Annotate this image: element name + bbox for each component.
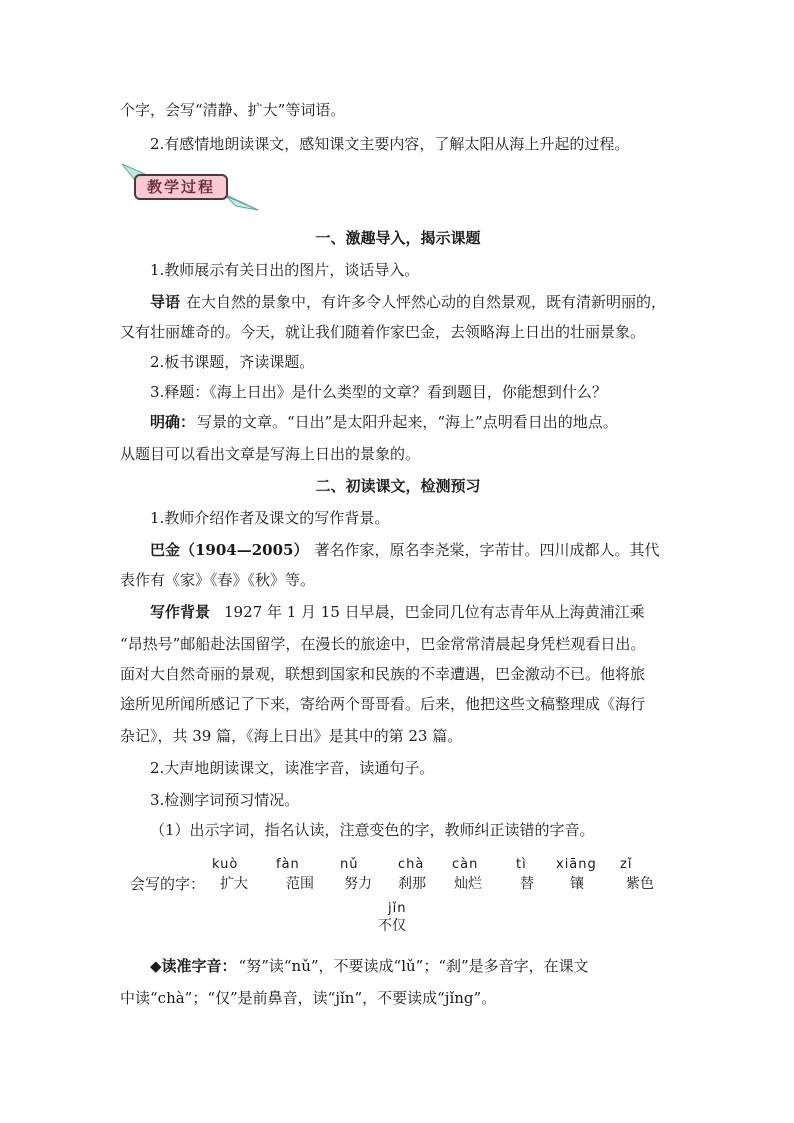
vocab-word: 不仅 [378,918,406,934]
vocab-word: 努力 [344,876,372,892]
daoyu-label: 导语 [150,293,181,311]
text-line [150,412,706,432]
vocab-word: 刹那 [398,876,426,892]
text-line: 又有壮丽雄奇的。今天，就让我们随着作家巴金，去领略海上日出的壮丽景象。 [120,323,646,341]
text-line: 1.教师展示有关日出的图片，谈话导入。 [150,261,420,279]
background-text: 1927 年 1 月 15 日早晨，巴金同几位有志青年从上海黄浦江乘 [224,603,645,621]
pinyin: nǔ [340,857,359,872]
text-line [150,292,706,312]
text-line: 1.教师介绍作者及课文的写作背景。 [150,509,390,527]
text-line: “昂热号”邮船赴法国留学，在漫长的旅途中，巴金常常清晨起身凭栏观看日出。 [120,635,646,653]
pinyin: chà [398,857,425,872]
duzhun-text: “努”读“nǔ”，不要读成“lǔ”；“刹”是多音字，在课文 [238,957,589,975]
daoyu-text: 在大自然的景象中，有许多令人怦然心动的自然景观，既有清新明丽的， [186,293,667,311]
banner-title: 教学过程 [146,178,215,196]
vocab-word: 扩大 [220,876,248,892]
text-line: 表作有《家》《春》《秋》等。 [120,571,316,589]
bajin-text: 著名作家，原名李尧棠，字芾甘。四川成都人。其代 [314,541,660,559]
text-line: 途所见所闻所感记了下来，寄给两个哥哥看。后来，他把这些文稿整理成《海行 [120,695,646,713]
pinyin: tì [516,857,527,872]
vocab-word: 紫色 [626,876,654,892]
text-line: 中读“chà”；“仅”是前鼻音，读“jǐn”，不要读成“jǐng”。 [120,989,497,1007]
text-line: 2.有感情地朗读课文，感知课文主要内容，了解太阳从海上升起的过程。 [150,135,630,153]
pinyin: fàn [276,857,300,872]
mingque-text: 写景的文章。“日出”是太阳升起来，“海上”点明看日出的地点。 [197,413,618,431]
text-line [150,540,706,560]
vocab-word: 镶 [570,876,584,892]
duzhun-label: ◆读准字音： [150,957,237,975]
text-line: 3.释题：《海上日出》是什么类型的文章？看到题目，你能想到什么？ [150,383,607,401]
text-line [150,956,706,976]
section-heading: 二、初读课文，检测预习 [315,477,481,495]
mingque-label: 明确： [150,413,196,431]
text-line: 2.板书课题，齐读课题。 [150,353,315,371]
bajin-label: 巴金（1904—2005） [150,541,309,559]
vocab-word: 替 [520,876,534,892]
text-line: 2.大声地朗读课文，读准字音，读通句子。 [150,759,435,777]
vocab-label: 会写的字： [130,875,206,893]
background-label: 写作背景 [150,603,211,621]
text-line: 从题目可以看出文章是写海上日出的景象的。 [120,445,421,463]
text-line [150,602,706,622]
vocab-word: 灿烂 [454,876,482,892]
pinyin: zǐ [620,857,633,872]
pinyin: jǐn [388,901,407,916]
vocab-word: 范围 [286,876,314,892]
section-banner [120,160,260,216]
text-line: 3.检测字词预习情况。 [150,791,300,809]
text-line: 杂记》，共 39 篇，《海上日出》是其中的第 23 篇。 [120,727,463,745]
text-line: 面对大自然奇丽的景观，联想到国家和民族的不幸遭遇，巴金激动不已。他将旅 [120,665,646,683]
pinyin: xiāng [556,857,597,872]
text-line: 个字，会写“清静、扩大”等词语。 [120,101,346,119]
banner-tag [134,174,228,200]
section-heading: 一、激趣导入，揭示课题 [315,229,481,247]
text-line: （1）出示字词，指名认读，注意变色的字，教师纠正读错的字音。 [150,821,595,839]
pinyin: kuò [212,857,239,872]
pinyin: càn [452,857,479,872]
